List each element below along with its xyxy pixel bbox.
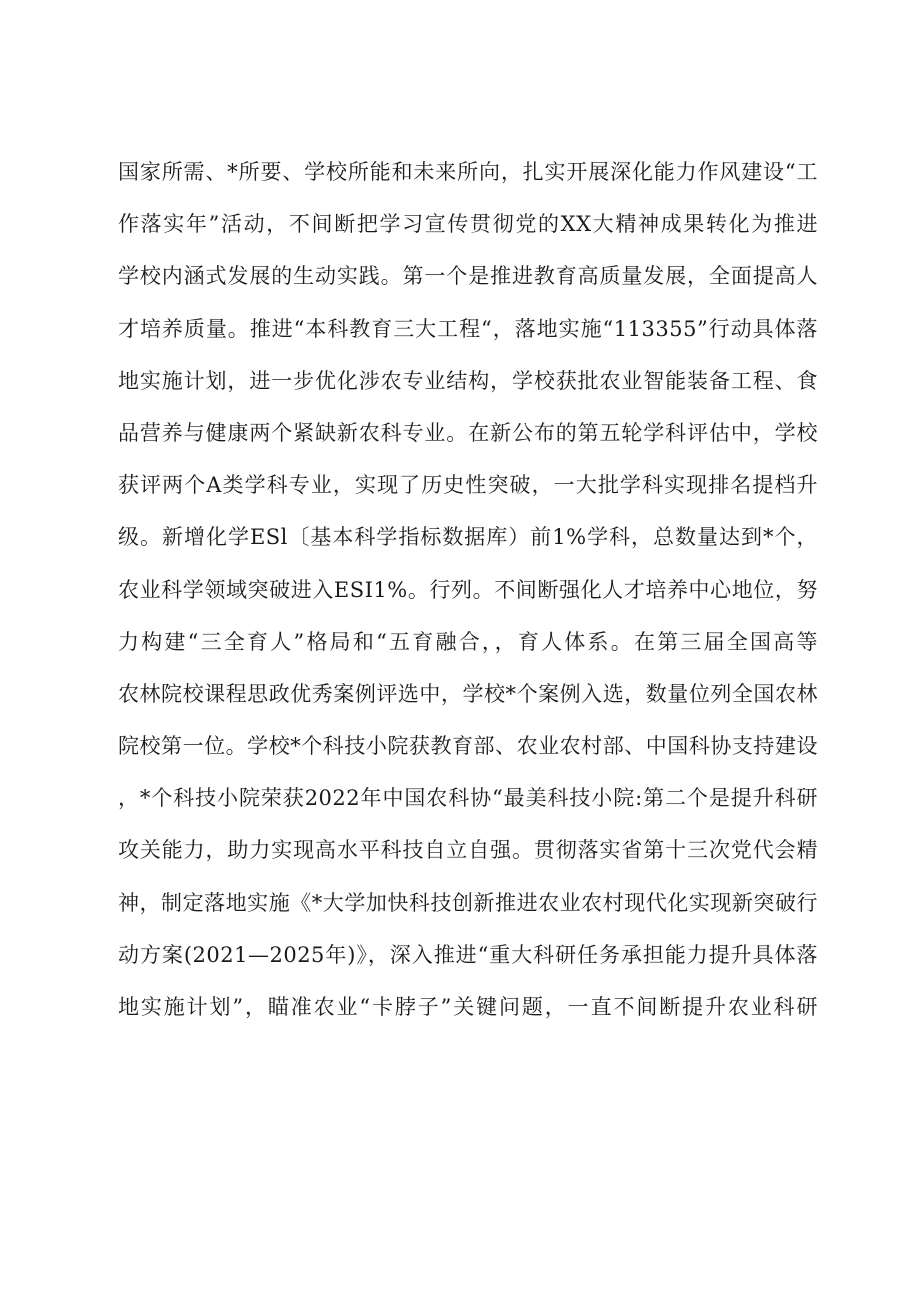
text-line: 国家所需、*所要、学校所能和未来所向，扎实开展深化能力作风建设“工 (118, 160, 818, 184)
text-line: 获评两个A类学科专业，实现了历史性突破，一大批学科实现排名提档升 (118, 473, 818, 498)
text-line: 院校第一位。学校*个科技小院获教育部、农业农村部、中国科协支持建设 (118, 734, 818, 759)
text-line: 学校内涵式发展的生动实践。第一个是推进教育高质量发展，全面提高人 (118, 264, 818, 289)
text-line: 攻关能力，助力实现高水平科技自立自强。贯彻落实省第十三次党代会精 (118, 838, 818, 863)
body-paragraph (118, 146, 818, 1033)
text-line: 地实施计划，进一步优化涉农专业结构，学校获批农业智能装备工程、食 (118, 368, 818, 393)
text-line: 力构建“三全育人”格局和“五育融合，，育人体系。在第三届全国高等 (118, 629, 818, 654)
text-line: 农林院校课程思政优秀案例评选中，学校*个案例入选，数量位列全国农林 (118, 681, 818, 706)
text-line: 神，制定落地实施《*大学加快科技创新推进农业农村现代化实现新突破行 (118, 890, 818, 915)
text-line: 品营养与健康两个紧缺新农科专业。在新公布的第五轮学科评估中，学校 (118, 420, 818, 445)
text-line: 级。新增化学ESl〔基本科学指标数据库）前1%学科，总数量达到*个， (118, 525, 818, 550)
text-line: 地实施计划”，瞄准农业“卡脖子”关键问题，一直不间断提升农业科研 (118, 995, 818, 1019)
text-line: 作落实年”活动，不间断把学习宣传贯彻党的XX大精神成果转化为推进 (118, 212, 818, 237)
text-line: ，*个科技小院荣获2022年中国农科协“最美科技小院:第二个是提升科研 (118, 786, 818, 811)
text-line: 动方案(2021—2025年)》，深入推进“重大科研任务承担能力提升具体落 (118, 942, 818, 967)
text-line: 农业科学领域突破进入ESI1%。行列。不间断强化人才培养中心地位，努 (118, 577, 818, 602)
text-line: 才培养质量。推进“本科教育三大工程“，落地实施“113355”行动具体落 (118, 316, 818, 341)
